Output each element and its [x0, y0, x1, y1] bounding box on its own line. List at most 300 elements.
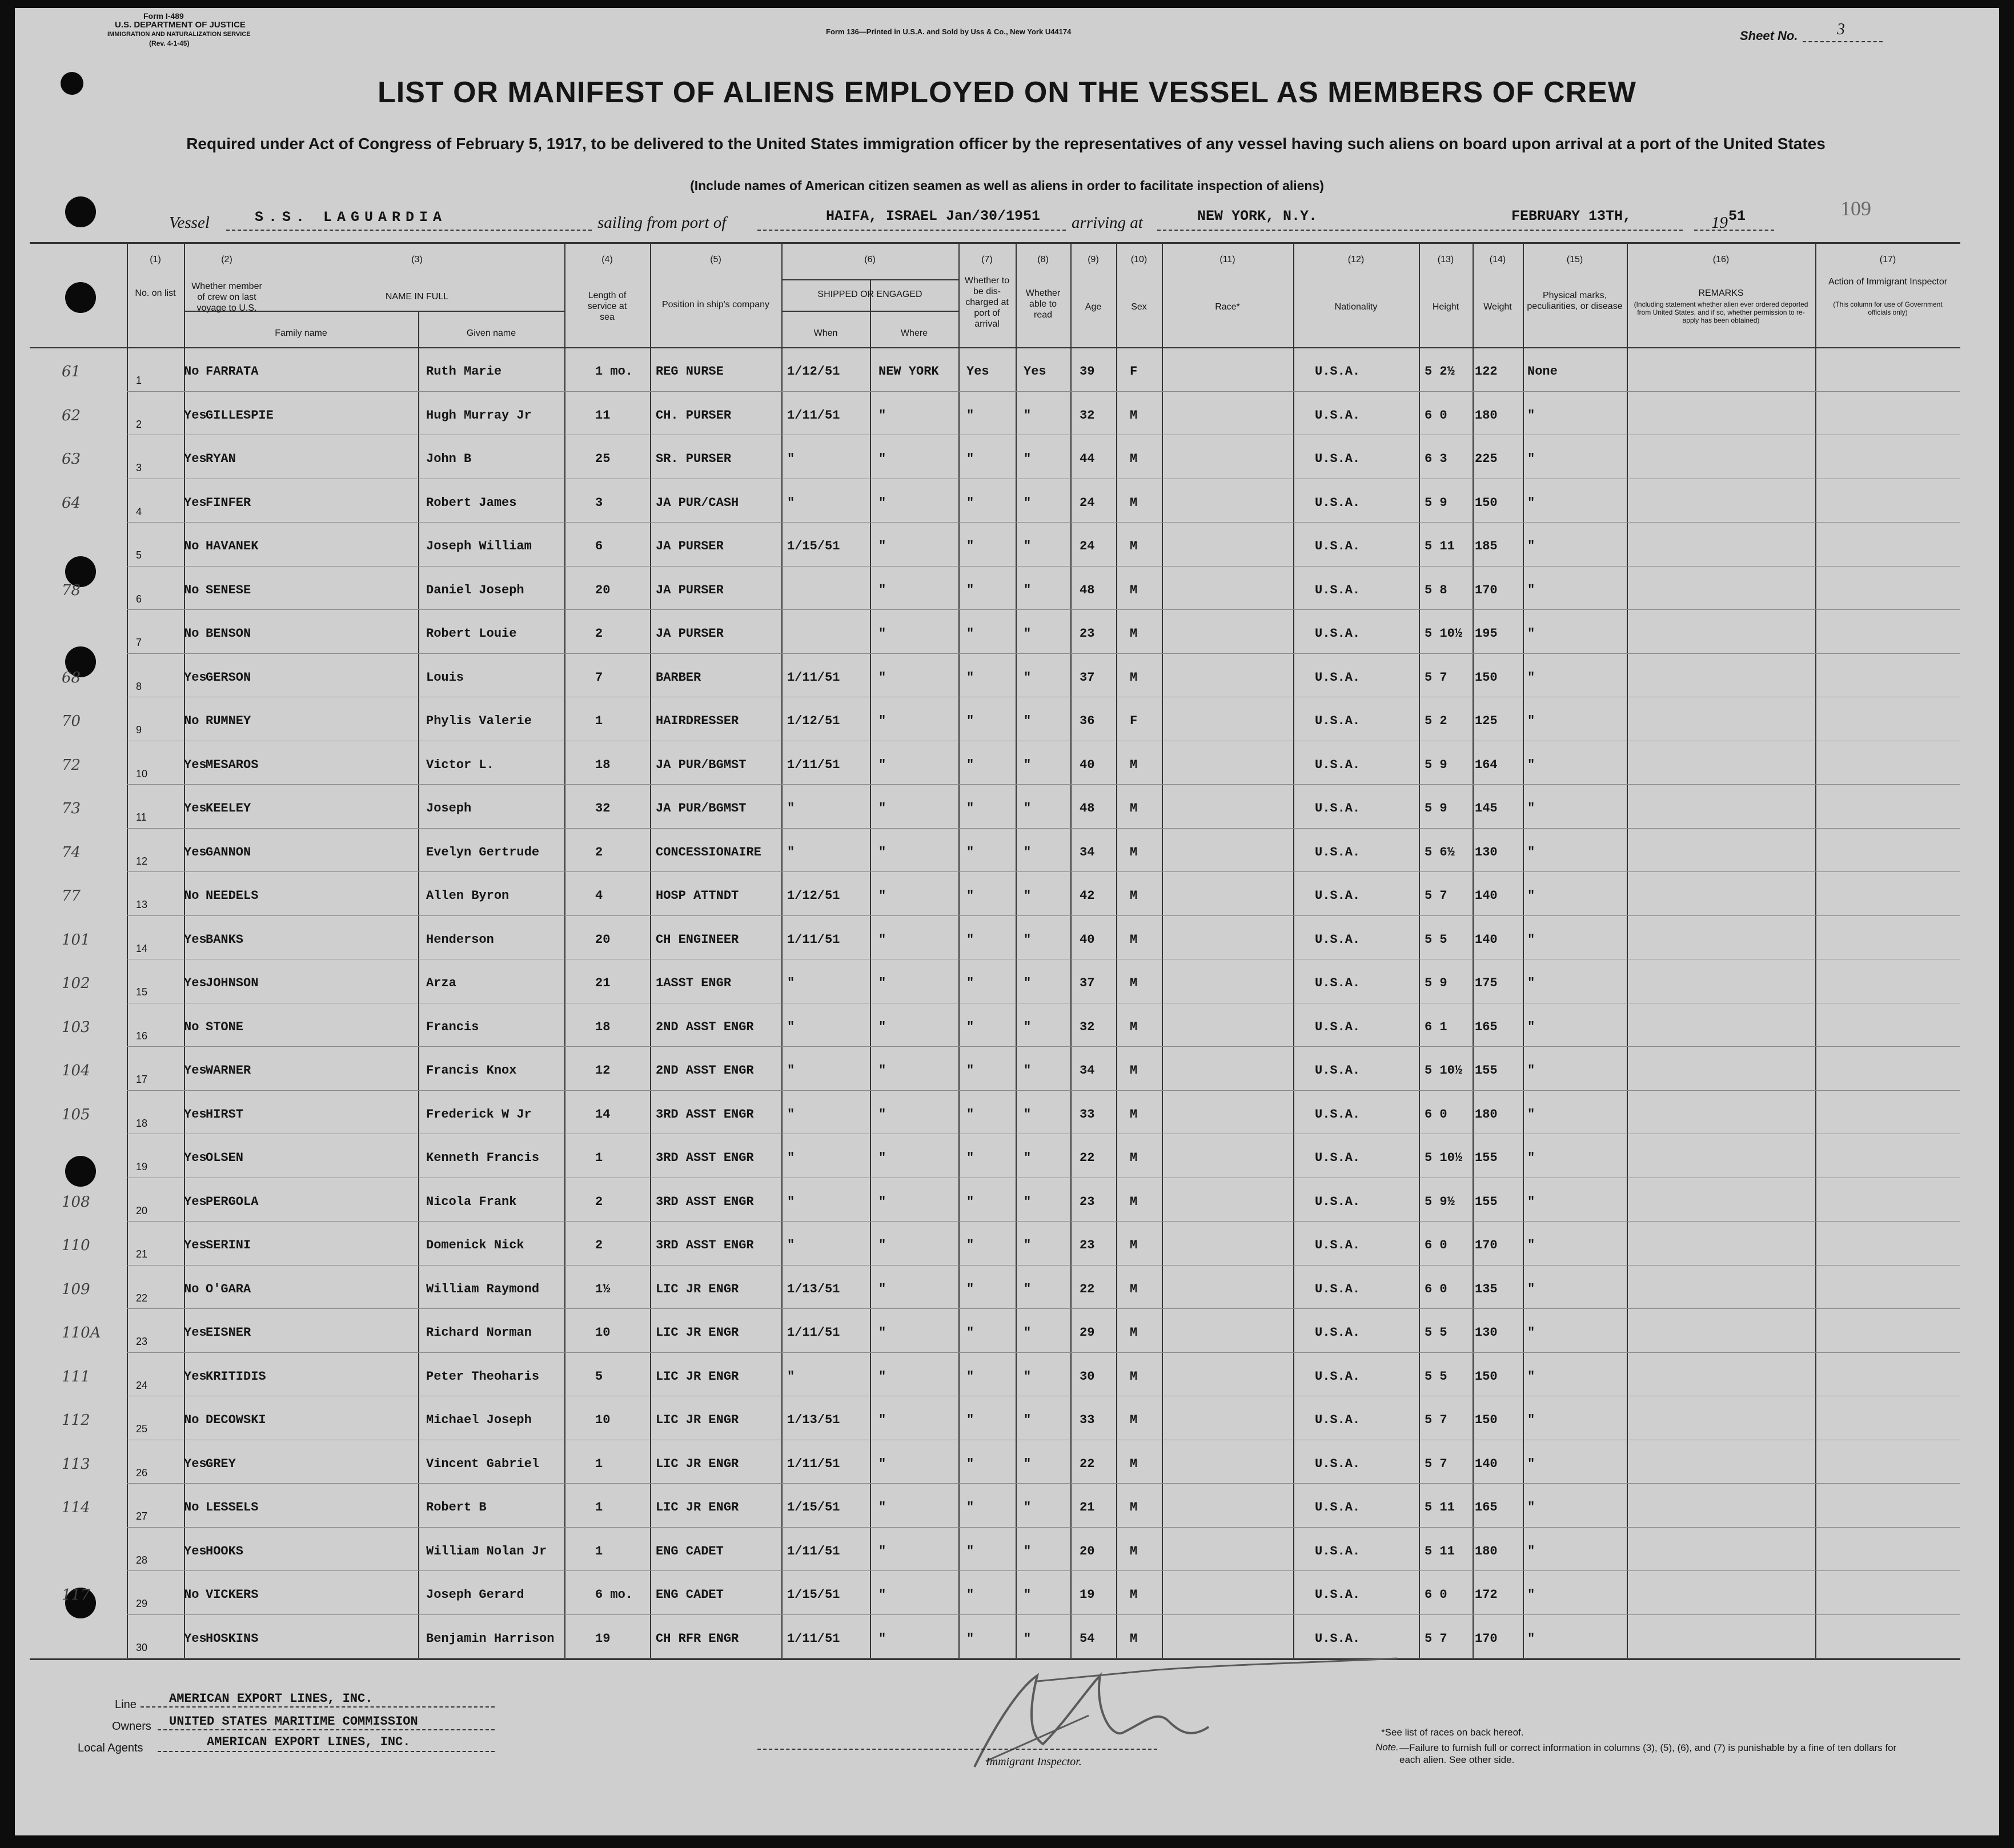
- cell-position: CONCESSIONAIRE: [656, 845, 761, 859]
- cell-nationality: U.S.A.: [1315, 1325, 1361, 1340]
- cell-weight: 140: [1475, 932, 1498, 947]
- cell-shipped-where: ": [878, 495, 886, 510]
- header-remarks: REMARKS: [1698, 288, 1744, 298]
- cell-able-read: ": [1024, 1588, 1032, 1602]
- row-divider: [127, 828, 1960, 829]
- cell-physical-marks: ": [1527, 1063, 1535, 1078]
- cell-last-voyage: No: [184, 1413, 199, 1427]
- cell-weight: 130: [1475, 1325, 1498, 1340]
- cell-physical-marks: ": [1527, 714, 1535, 728]
- cell-sex: M: [1130, 1544, 1138, 1558]
- row-divider: [127, 871, 1960, 872]
- cell-nationality: U.S.A.: [1315, 539, 1361, 553]
- cell-service-length: 12: [595, 1063, 611, 1078]
- cell-height: 5 11: [1425, 539, 1455, 553]
- cell-row-number: 30: [136, 1641, 148, 1653]
- cell-service-length: 2: [595, 626, 603, 641]
- cell-age: 33: [1080, 1107, 1095, 1122]
- cell-position: HOSP ATTNDT: [656, 889, 739, 903]
- arriving-label: arriving at: [1072, 214, 1143, 232]
- cell-nationality: U.S.A.: [1315, 582, 1361, 597]
- cell-able-read: ": [1024, 976, 1032, 990]
- cell-last-voyage: Yes: [184, 1238, 207, 1252]
- cell-nationality: U.S.A.: [1315, 1238, 1361, 1252]
- cell-height: 5 7: [1425, 1631, 1447, 1646]
- cell-age: 21: [1080, 1500, 1095, 1514]
- header-action: Action of Immigrant Inspector: [1828, 277, 1948, 287]
- pencil-number: 112: [62, 1412, 90, 1429]
- row-divider: [127, 1046, 1960, 1047]
- cell-service-length: 11: [595, 408, 611, 423]
- cell-last-voyage: Yes: [184, 495, 207, 510]
- cell-position: JA PURSER: [656, 582, 724, 597]
- cell-row-number: 20: [136, 1204, 148, 1216]
- cell-family-name: SENESE: [206, 582, 251, 597]
- col-num: (5): [710, 255, 721, 264]
- cell-physical-marks: ": [1527, 757, 1535, 772]
- cell-discharged: ": [966, 1194, 974, 1209]
- cell-shipped-where: ": [878, 1107, 886, 1122]
- cell-shipped-when: 1/11/51: [787, 932, 840, 947]
- cell-age: 33: [1080, 1413, 1095, 1427]
- cell-shipped-where: ": [878, 1238, 886, 1252]
- sailing-port: HAIFA, ISRAEL Jan/30/1951: [826, 208, 1041, 224]
- cell-shipped-where: ": [878, 408, 886, 423]
- cell-height: 5 10½: [1425, 1151, 1463, 1165]
- cell-weight: 150: [1475, 495, 1498, 510]
- cell-service-length: 2: [595, 1194, 603, 1209]
- cell-family-name: KEELEY: [206, 801, 251, 815]
- cell-sex: M: [1130, 1325, 1138, 1340]
- cell-sex: M: [1130, 889, 1138, 903]
- cell-age: 34: [1080, 845, 1095, 859]
- cell-weight: 145: [1475, 801, 1498, 815]
- cell-sex: M: [1130, 801, 1138, 815]
- cell-age: 44: [1080, 452, 1095, 466]
- cell-discharged: ": [966, 976, 974, 990]
- cell-able-read: ": [1024, 1238, 1032, 1252]
- cell-position: 3RD ASST ENGR: [656, 1238, 754, 1252]
- cell-row-number: 10: [136, 768, 148, 780]
- header-last-voyage: Whether member of crew on last voyage to U.S.: [191, 282, 262, 313]
- cell-nationality: U.S.A.: [1315, 364, 1361, 379]
- cell-row-number: 12: [136, 855, 148, 867]
- cell-shipped-where: ": [878, 670, 886, 685]
- cell-service-length: 1 mo.: [595, 364, 633, 379]
- cell-discharged: ": [966, 1019, 974, 1034]
- sheet-no-line: [1803, 41, 1883, 42]
- cell-position: LIC JR ENGR: [656, 1413, 739, 1427]
- cell-last-voyage: Yes: [184, 452, 207, 466]
- cell-age: 32: [1080, 408, 1095, 423]
- cell-physical-marks: ": [1527, 626, 1535, 641]
- cell-weight: 125: [1475, 714, 1498, 728]
- cell-given-name: Nicola Frank: [426, 1194, 517, 1209]
- cell-shipped-where: ": [878, 1500, 886, 1514]
- cell-sex: M: [1130, 1456, 1138, 1471]
- cell-given-name: Francis Knox: [426, 1063, 517, 1078]
- include-note: (Include names of American citizen seamen as well as aliens in order to facilitate inspection of aliens): [690, 178, 1324, 193]
- cell-shipped-when: ": [787, 495, 795, 510]
- cell-family-name: OLSEN: [206, 1151, 244, 1165]
- cell-age: 40: [1080, 932, 1095, 947]
- cell-shipped-when: 1/11/51: [787, 1325, 840, 1340]
- cell-physical-marks: ": [1527, 1544, 1535, 1558]
- cell-sex: M: [1130, 626, 1138, 641]
- cell-position: LIC JR ENGR: [656, 1281, 739, 1296]
- cell-sex: M: [1130, 1238, 1138, 1252]
- col-num: (16): [1712, 255, 1730, 264]
- cell-discharged: ": [966, 845, 974, 859]
- cell-position: 3RD ASST ENGR: [656, 1107, 754, 1122]
- cell-given-name: Michael Joseph: [426, 1413, 532, 1427]
- cell-position: LIC JR ENGR: [656, 1500, 739, 1514]
- col-num: (1): [150, 255, 161, 264]
- sheet-no-value: 3: [1837, 21, 1845, 38]
- vessel-line: [226, 230, 592, 231]
- cell-service-length: 1: [595, 1500, 603, 1514]
- cell-shipped-where: ": [878, 714, 886, 728]
- cell-discharged: ": [966, 495, 974, 510]
- cell-given-name: Kenneth Francis: [426, 1151, 540, 1165]
- cell-discharged: ": [966, 408, 974, 423]
- cell-physical-marks: None: [1527, 364, 1558, 379]
- cell-last-voyage: Yes: [184, 1325, 207, 1340]
- col-num: (17): [1879, 255, 1896, 264]
- cell-nationality: U.S.A.: [1315, 801, 1361, 815]
- cell-family-name: GILLESPIE: [206, 408, 274, 423]
- cell-weight: 150: [1475, 1413, 1498, 1427]
- cell-able-read: ": [1024, 714, 1032, 728]
- cell-given-name: Robert Louie: [426, 626, 517, 641]
- cell-nationality: U.S.A.: [1315, 495, 1361, 510]
- cell-sex: F: [1130, 714, 1138, 728]
- cell-weight: 170: [1475, 582, 1498, 597]
- cell-age: 48: [1080, 582, 1095, 597]
- pencil-number: 74: [62, 843, 81, 861]
- cell-nationality: U.S.A.: [1315, 408, 1361, 423]
- note-label: Note.: [1375, 1742, 1399, 1753]
- cell-shipped-when: ": [787, 1019, 795, 1034]
- cell-shipped-when: 1/12/51: [787, 364, 840, 379]
- col-num: (14): [1489, 255, 1506, 264]
- cell-age: 19: [1080, 1588, 1095, 1602]
- cell-given-name: William Nolan Jr: [426, 1544, 547, 1558]
- cell-height: 6 0: [1425, 1107, 1447, 1122]
- col-num: (4): [601, 255, 613, 264]
- cell-physical-marks: ": [1527, 582, 1535, 597]
- cell-last-voyage: Yes: [184, 1544, 207, 1558]
- owners-value: UNITED STATES MARITIME COMMISSION: [169, 1714, 418, 1729]
- cell-discharged: ": [966, 582, 974, 597]
- cell-position: REG NURSE: [656, 364, 724, 379]
- row-divider: [127, 1614, 1960, 1615]
- cell-last-voyage: No: [184, 1281, 199, 1296]
- cell-family-name: BENSON: [206, 626, 251, 641]
- cell-sex: M: [1130, 670, 1138, 685]
- cell-able-read: ": [1024, 845, 1032, 859]
- cell-family-name: WARNER: [206, 1063, 251, 1078]
- form-number: Form I-489: [143, 11, 184, 21]
- cell-discharged: ": [966, 1500, 974, 1514]
- cell-last-voyage: Yes: [184, 1063, 207, 1078]
- cell-last-voyage: Yes: [184, 976, 207, 990]
- cell-age: 39: [1080, 364, 1095, 379]
- cell-nationality: U.S.A.: [1315, 1413, 1361, 1427]
- cell-sex: M: [1130, 845, 1138, 859]
- agents-underline: [158, 1751, 495, 1752]
- cell-service-length: 1: [595, 1544, 603, 1558]
- inspector-label: Immigrant Inspector.: [986, 1755, 1082, 1768]
- cell-given-name: Hugh Murray Jr: [426, 408, 532, 423]
- cell-shipped-when: ": [787, 1369, 795, 1384]
- cell-weight: 165: [1475, 1500, 1498, 1514]
- header-action-sub: (This column for use of Government officials only): [1833, 300, 1943, 316]
- cell-discharged: ": [966, 1631, 974, 1646]
- cell-sex: F: [1130, 364, 1138, 379]
- cell-weight: 175: [1475, 976, 1498, 990]
- cell-height: 5 7: [1425, 670, 1447, 685]
- col-num: (10): [1130, 255, 1148, 264]
- cell-service-length: 21: [595, 976, 611, 990]
- cell-weight: 180: [1475, 1107, 1498, 1122]
- cell-age: 24: [1080, 539, 1095, 553]
- arrival-date: FEBRUARY 13TH,: [1511, 208, 1632, 224]
- cell-service-length: 18: [595, 757, 611, 772]
- cell-discharged: ": [966, 801, 974, 815]
- cell-row-number: 4: [136, 505, 142, 517]
- header-sex: Sex: [1131, 302, 1147, 312]
- cell-age: 40: [1080, 757, 1095, 772]
- cell-given-name: Phylis Valerie: [426, 714, 532, 728]
- cell-able-read: ": [1024, 1631, 1032, 1646]
- cell-able-read: ": [1024, 495, 1032, 510]
- pencil-number: 104: [62, 1062, 90, 1079]
- col-num: (12): [1347, 255, 1365, 264]
- cell-discharged: ": [966, 1281, 974, 1296]
- cell-height: 6 0: [1425, 1588, 1447, 1602]
- pencil-number: 61: [62, 363, 81, 380]
- cell-shipped-when: 1/11/51: [787, 670, 840, 685]
- cell-service-length: 4: [595, 889, 603, 903]
- cell-nationality: U.S.A.: [1315, 714, 1361, 728]
- row-divider: [127, 1090, 1960, 1091]
- cell-given-name: Frederick W Jr: [426, 1107, 532, 1122]
- header-physical-marks: Physical marks, peculiarities, or disease: [1527, 291, 1623, 311]
- cell-age: 23: [1080, 1194, 1095, 1209]
- races-note: *See list of races on back hereof.: [1381, 1727, 1524, 1738]
- cell-age: 37: [1080, 670, 1095, 685]
- cell-nationality: U.S.A.: [1315, 1107, 1361, 1122]
- vessel-name: S.S. LAGUARDIA: [255, 209, 447, 226]
- cell-discharged: ": [966, 757, 974, 772]
- row-divider: [127, 1570, 1960, 1571]
- cell-physical-marks: ": [1527, 670, 1535, 685]
- cell-last-voyage: Yes: [184, 1194, 207, 1209]
- cell-last-voyage: Yes: [184, 408, 207, 423]
- cell-able-read: ": [1024, 1369, 1032, 1384]
- header-age: Age: [1085, 302, 1102, 312]
- cell-age: 54: [1080, 1631, 1095, 1646]
- cell-nationality: U.S.A.: [1315, 976, 1361, 990]
- cell-row-number: 11: [136, 811, 147, 823]
- cell-weight: 150: [1475, 670, 1498, 685]
- cell-last-voyage: Yes: [184, 801, 207, 815]
- header-discharged: Whether to be dis-charged at port of arrival: [964, 276, 1010, 329]
- sailing-line: [757, 230, 1066, 231]
- cell-shipped-when: 1/15/51: [787, 1588, 840, 1602]
- cell-age: 22: [1080, 1456, 1095, 1471]
- cell-age: 29: [1080, 1325, 1095, 1340]
- cell-weight: 225: [1475, 452, 1498, 466]
- cell-height: 5 9: [1425, 801, 1447, 815]
- cell-shipped-when: 1/12/51: [787, 714, 840, 728]
- cell-row-number: 19: [136, 1161, 148, 1172]
- row-divider: [127, 391, 1960, 392]
- cell-weight: 155: [1475, 1194, 1498, 1209]
- cell-last-voyage: No: [184, 1019, 199, 1034]
- cell-shipped-when: ": [787, 845, 795, 859]
- cell-shipped-where: ": [878, 1194, 886, 1209]
- cell-row-number: 15: [136, 986, 148, 998]
- cell-able-read: ": [1024, 1063, 1032, 1078]
- pencil-number: 108: [62, 1193, 90, 1211]
- cell-physical-marks: ": [1527, 408, 1535, 423]
- header-given-name: Given name: [466, 328, 516, 338]
- cell-sex: M: [1130, 495, 1138, 510]
- cell-shipped-when: 1/13/51: [787, 1281, 840, 1296]
- cell-discharged: ": [966, 1369, 974, 1384]
- cell-able-read: ": [1024, 1107, 1032, 1122]
- cell-physical-marks: ": [1527, 495, 1535, 510]
- cell-row-number: 16: [136, 1030, 148, 1042]
- cell-physical-marks: ": [1527, 1588, 1535, 1602]
- cell-given-name: Arza: [426, 976, 456, 990]
- cell-sex: M: [1130, 1500, 1138, 1514]
- cell-position: LIC JR ENGR: [656, 1456, 739, 1471]
- cell-nationality: U.S.A.: [1315, 1151, 1361, 1165]
- cell-shipped-where: NEW YORK: [878, 364, 939, 379]
- cell-given-name: Allen Byron: [426, 889, 509, 903]
- cell-age: 48: [1080, 801, 1095, 815]
- cell-sex: M: [1130, 1588, 1138, 1602]
- cell-last-voyage: Yes: [184, 1151, 207, 1165]
- cell-family-name: NEEDELS: [206, 889, 259, 903]
- cell-age: 23: [1080, 1238, 1095, 1252]
- cell-nationality: U.S.A.: [1315, 626, 1361, 641]
- cell-weight: 165: [1475, 1019, 1498, 1034]
- cell-sex: M: [1130, 1631, 1138, 1646]
- manifest-sheet: [15, 8, 1999, 1835]
- cell-given-name: Francis: [426, 1019, 479, 1034]
- cell-able-read: ": [1024, 757, 1032, 772]
- cell-given-name: Daniel Joseph: [426, 582, 524, 597]
- cell-weight: 164: [1475, 757, 1498, 772]
- cell-nationality: U.S.A.: [1315, 1631, 1361, 1646]
- cell-height: 5 6½: [1425, 845, 1455, 859]
- cell-sex: M: [1130, 582, 1138, 597]
- cell-able-read: ": [1024, 582, 1032, 597]
- cell-able-read: ": [1024, 1151, 1032, 1165]
- pencil-number: 114: [62, 1499, 90, 1516]
- cell-age: 30: [1080, 1369, 1095, 1384]
- cell-family-name: PERGOLA: [206, 1194, 259, 1209]
- cell-last-voyage: Yes: [184, 1631, 207, 1646]
- cell-discharged: ": [966, 539, 974, 553]
- cell-sex: M: [1130, 757, 1138, 772]
- cell-sex: M: [1130, 452, 1138, 466]
- year-prefix: 19: [1711, 214, 1728, 232]
- cell-height: 5 5: [1425, 932, 1447, 947]
- cell-family-name: FINFER: [206, 495, 251, 510]
- cell-position: JA PURSER: [656, 539, 724, 553]
- cell-nationality: U.S.A.: [1315, 845, 1361, 859]
- cell-height: 6 1: [1425, 1019, 1447, 1034]
- header-race: Race*: [1215, 302, 1240, 312]
- cell-discharged: ": [966, 1544, 974, 1558]
- cell-physical-marks: ": [1527, 1151, 1535, 1165]
- cell-family-name: STONE: [206, 1019, 244, 1034]
- cell-able-read: ": [1024, 889, 1032, 903]
- cell-weight: 122: [1475, 364, 1498, 379]
- header-shipped: SHIPPED OR ENGAGED: [817, 290, 922, 299]
- cell-age: 42: [1080, 889, 1095, 903]
- cell-sex: M: [1130, 1194, 1138, 1209]
- owners-label: Owners: [112, 1720, 151, 1733]
- col-num: (13): [1437, 255, 1454, 264]
- pencil-number: 101: [62, 931, 90, 949]
- cell-weight: 170: [1475, 1631, 1498, 1646]
- cell-given-name: Robert James: [426, 495, 517, 510]
- row-divider: [127, 1352, 1960, 1353]
- cell-position: 2ND ASST ENGR: [656, 1019, 754, 1034]
- stamp-number: 109: [1840, 197, 1871, 220]
- cell-family-name: HAVANEK: [206, 539, 259, 553]
- cell-sex: M: [1130, 1019, 1138, 1034]
- cell-height: 5 5: [1425, 1369, 1447, 1384]
- cell-nationality: U.S.A.: [1315, 1369, 1361, 1384]
- cell-shipped-when: 1/15/51: [787, 539, 840, 553]
- cell-height: 5 7: [1425, 1413, 1447, 1427]
- cell-height: 5 2: [1425, 714, 1447, 728]
- cell-physical-marks: ": [1527, 1369, 1535, 1384]
- cell-shipped-where: ": [878, 1413, 886, 1427]
- pencil-number: 103: [62, 1018, 90, 1036]
- cell-shipped-where: ": [878, 1019, 886, 1034]
- cell-sex: M: [1130, 1151, 1138, 1165]
- cell-shipped-where: ": [878, 1151, 886, 1165]
- row-divider: [127, 915, 1960, 916]
- header-nationality: Nationality: [1334, 302, 1378, 312]
- cell-shipped-when: 1/11/51: [787, 1544, 840, 1558]
- cell-shipped-where: ": [878, 801, 886, 815]
- cell-row-number: 22: [136, 1292, 148, 1304]
- cell-position: 1ASST ENGR: [656, 976, 732, 990]
- cell-able-read: ": [1024, 932, 1032, 947]
- header-no-on-list: No. on list: [135, 288, 176, 298]
- required-statement: Required under Act of Congress of February 5, 1917, to be delivered to the United States immigration officer by the representatives of any vessel having such aliens on board upon arrival at a port of the United States: [186, 135, 1826, 152]
- cell-able-read: ": [1024, 1281, 1032, 1296]
- cell-shipped-where: ": [878, 757, 886, 772]
- year-line: [1694, 230, 1774, 231]
- sheet-no-label: Sheet No.: [1740, 29, 1798, 43]
- cell-discharged: ": [966, 670, 974, 685]
- header-weight: Weight: [1483, 302, 1512, 312]
- cell-row-number: 9: [136, 724, 142, 736]
- cell-nationality: U.S.A.: [1315, 1063, 1361, 1078]
- row-divider: [127, 1221, 1960, 1222]
- cell-family-name: DECOWSKI: [206, 1413, 266, 1427]
